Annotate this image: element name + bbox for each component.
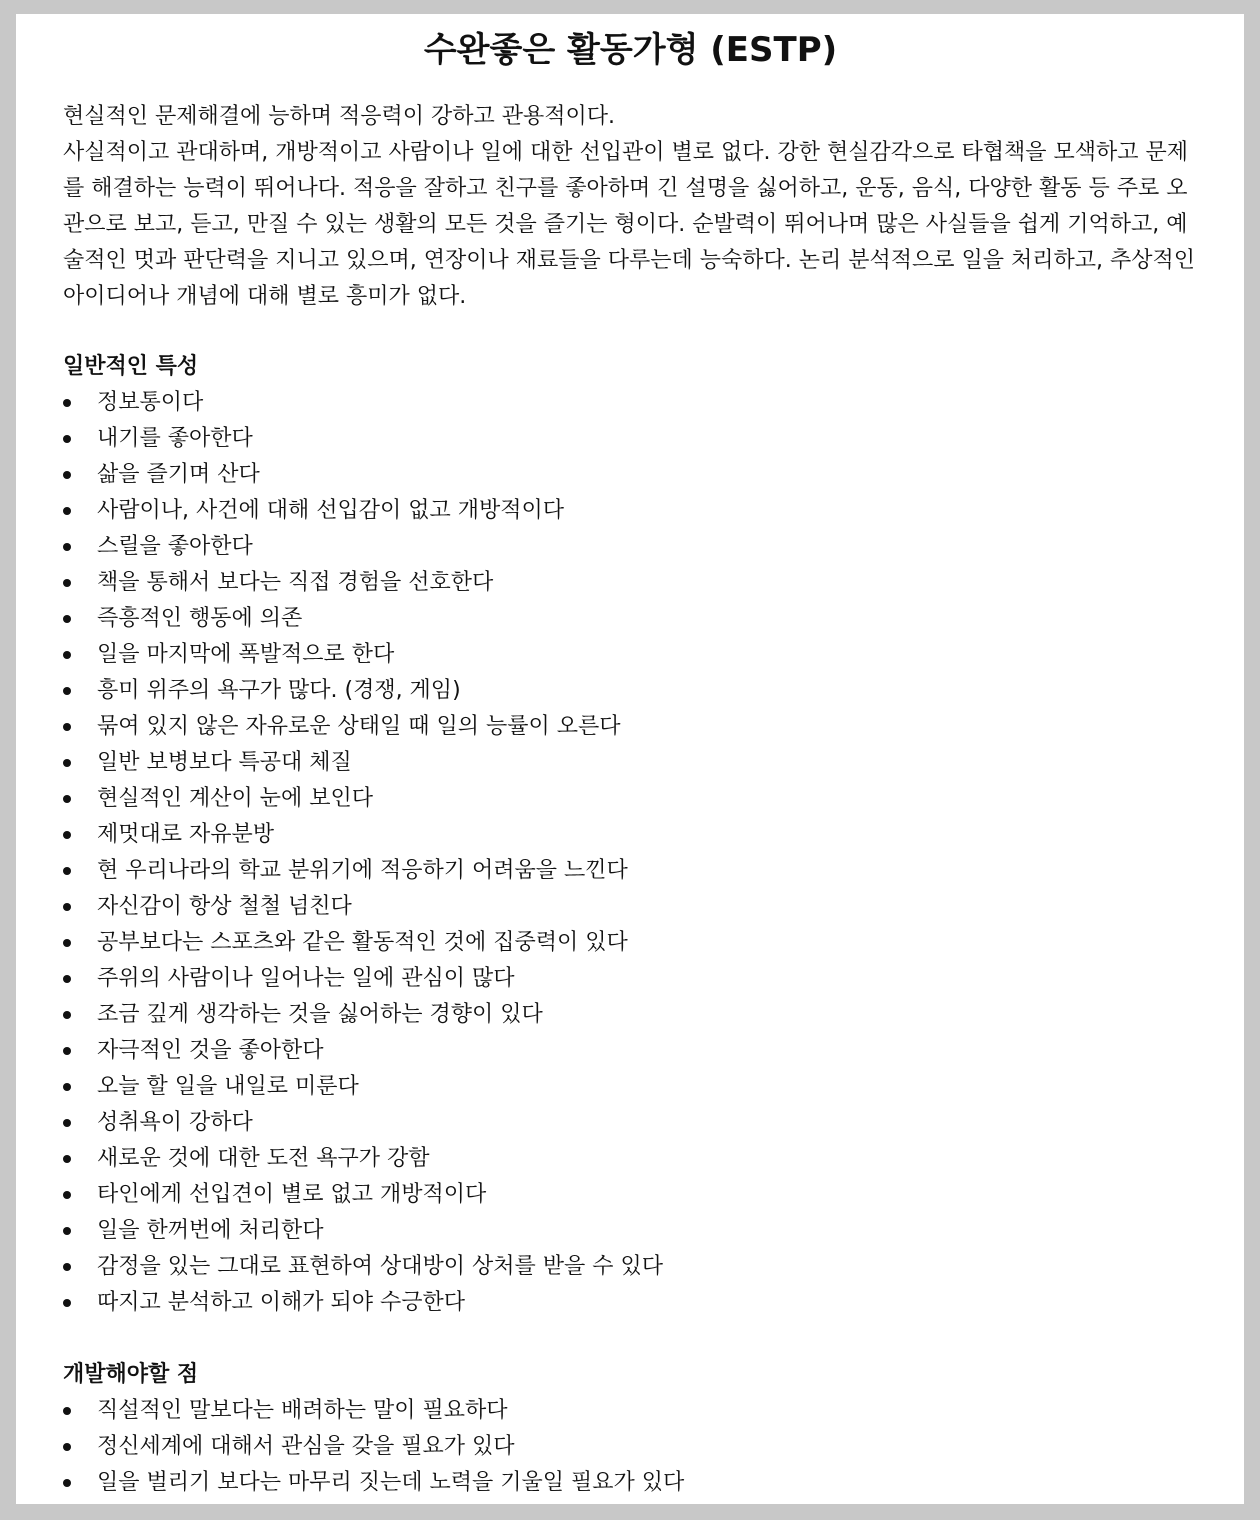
development-points-list	[63, 1393, 1198, 1501]
list-item	[63, 745, 1198, 781]
intro-summary: 현실적인 문제해결에 능하며 적응력이 강하고 관용적이다.	[63, 104, 616, 129]
section-heading-general-traits: 일반적인 특성	[63, 354, 199, 379]
bullet-icon	[63, 831, 71, 839]
development-points-section	[63, 1357, 1198, 1501]
list-item-text: 공부보다는 스포츠와 같은 활동적인 것에 집중력이 있다	[97, 930, 628, 955]
list-item	[63, 493, 1198, 529]
bullet-icon	[63, 1443, 71, 1451]
list-item	[63, 1105, 1198, 1141]
list-item	[63, 457, 1198, 493]
list-item	[63, 1177, 1198, 1213]
bullet-icon	[63, 1191, 71, 1199]
bullet-icon	[63, 651, 71, 659]
list-item-text: 정보통이다	[97, 390, 204, 415]
bullet-icon	[63, 1479, 71, 1487]
list-item	[63, 385, 1198, 421]
list-item	[63, 997, 1198, 1033]
list-item-text: 자신감이 항상 철철 넘친다	[97, 894, 352, 919]
section-heading-development-points: 개발해야할 점	[63, 1362, 199, 1387]
list-item	[63, 1393, 1198, 1429]
list-item-text: 일을 마지막에 폭발적으로 한다	[97, 642, 395, 667]
list-item-text: 일을 한꺼번에 처리한다	[97, 1218, 324, 1243]
bullet-icon	[63, 399, 71, 407]
bullet-icon	[63, 1011, 71, 1019]
list-item-text: 주위의 사람이나 일어나는 일에 관심이 많다	[97, 966, 515, 991]
list-item-text: 타인에게 선입견이 별로 없고 개방적이다	[97, 1182, 487, 1207]
bullet-icon	[63, 687, 71, 695]
bullet-icon	[63, 867, 71, 875]
list-item-text: 일반 보병보다 특공대 체질	[97, 750, 352, 775]
list-item-text: 조금 깊게 생각하는 것을 싫어하는 경향이 있다	[97, 1002, 543, 1027]
list-item-text: 직설적인 말보다는 배려하는 말이 필요하다	[97, 1398, 508, 1423]
list-item	[63, 961, 1198, 997]
bullet-icon	[63, 1263, 71, 1271]
list-item-text: 스릴을 좋아한다	[97, 534, 253, 559]
list-item	[63, 853, 1198, 889]
bullet-icon	[63, 543, 71, 551]
list-item-text: 제멋대로 자유분방	[97, 822, 275, 847]
list-item	[63, 1033, 1198, 1069]
list-item-text: 책을 통해서 보다는 직접 경험을 선호한다	[97, 570, 494, 595]
intro-section	[63, 99, 1198, 315]
list-item	[63, 1069, 1198, 1105]
list-item	[63, 421, 1198, 457]
bullet-icon	[63, 975, 71, 983]
bullet-icon	[63, 471, 71, 479]
general-traits-section	[63, 349, 1198, 1321]
bullet-icon	[63, 1227, 71, 1235]
list-item	[63, 925, 1198, 961]
list-item-text: 삶을 즐기며 산다	[97, 462, 260, 487]
list-item-text: 현실적인 계산이 눈에 보인다	[97, 786, 374, 811]
list-item	[63, 637, 1198, 673]
bullet-icon	[63, 1083, 71, 1091]
list-item	[63, 673, 1198, 709]
list-item	[63, 1285, 1198, 1321]
list-item-text: 내기를 좋아한다	[97, 426, 253, 451]
list-item-text: 즉흥적인 행동에 의존	[97, 606, 303, 631]
list-item	[63, 1141, 1198, 1177]
bullet-icon	[63, 759, 71, 767]
list-item	[63, 817, 1198, 853]
page-title: 수완좋은 활동가형 (ESTP)	[423, 30, 838, 70]
list-item-text: 사람이나, 사건에 대해 선입감이 없고 개방적이다	[97, 498, 565, 523]
list-item-text: 오늘 할 일을 내일로 미룬다	[97, 1074, 359, 1099]
list-item-text: 자극적인 것을 좋아한다	[97, 1038, 324, 1063]
bullet-icon	[63, 1047, 71, 1055]
list-item	[63, 1429, 1198, 1465]
bullet-icon	[63, 795, 71, 803]
list-item-text: 일을 벌리기 보다는 마무리 짓는데 노력을 기울일 필요가 있다	[97, 1470, 685, 1495]
bullet-icon	[63, 1119, 71, 1127]
list-item	[63, 601, 1198, 637]
list-item-text: 정신세계에 대해서 관심을 갖을 필요가 있다	[97, 1434, 515, 1459]
list-item	[63, 1213, 1198, 1249]
bullet-icon	[63, 1299, 71, 1307]
bullet-icon	[63, 903, 71, 911]
general-traits-list	[63, 385, 1198, 1321]
bullet-icon	[63, 1155, 71, 1163]
list-item	[63, 1465, 1198, 1501]
bullet-icon	[63, 615, 71, 623]
list-item	[63, 889, 1198, 925]
bullet-icon	[63, 723, 71, 731]
bullet-icon	[63, 939, 71, 947]
list-item-text: 흥미 위주의 욕구가 많다. (경쟁, 게임)	[97, 678, 461, 703]
list-item	[63, 565, 1198, 601]
intro-description: 사실적이고 관대하며, 개방적이고 사람이나 일에 대한 선입관이 별로 없다. 강한 현실감각으로 타협책을 모색하고 문제를 해결하는 능력이 뛰어나다. 적응을 잘하고 친구를 좋아하며 긴 설명을 싫어하고, 운동, 음식, 다양한 활동 등 주로 오관으로 보고, 듣고, 만질 수 있는 생활의 모든 것을 즐기는 형이다. 순발력이 뛰어나며 많은 사실들을 쉽게 기억하고, 예술적인 멋과 판단력을 지니고 있으며, 연장이나 재료들을 다루는데 능숙하다. 논리 분석적으로 일을 처리하고, 추상적인 아이디어나 개념에 대해 별로 흥미가 없다.	[63, 140, 1195, 309]
list-item-text: 따지고 분석하고 이해가 되야 수긍한다	[97, 1290, 466, 1315]
list-item-text: 감정을 있는 그대로 표현하여 상대방이 상처를 받을 수 있다	[97, 1254, 663, 1279]
document-page	[16, 14, 1244, 1504]
bullet-icon	[63, 1407, 71, 1415]
list-item	[63, 1249, 1198, 1285]
list-item-text: 현 우리나라의 학교 분위기에 적응하기 어려움을 느낀다	[97, 858, 628, 883]
list-item	[63, 529, 1198, 565]
bullet-icon	[63, 579, 71, 587]
list-item-text: 성취욕이 강하다	[97, 1110, 253, 1135]
list-item	[63, 781, 1198, 817]
list-item	[63, 709, 1198, 745]
bullet-icon	[63, 435, 71, 443]
list-item-text: 묶여 있지 않은 자유로운 상태일 때 일의 능률이 오른다	[97, 714, 621, 739]
list-item-text: 새로운 것에 대한 도전 욕구가 강함	[97, 1146, 430, 1171]
bullet-icon	[63, 507, 71, 515]
